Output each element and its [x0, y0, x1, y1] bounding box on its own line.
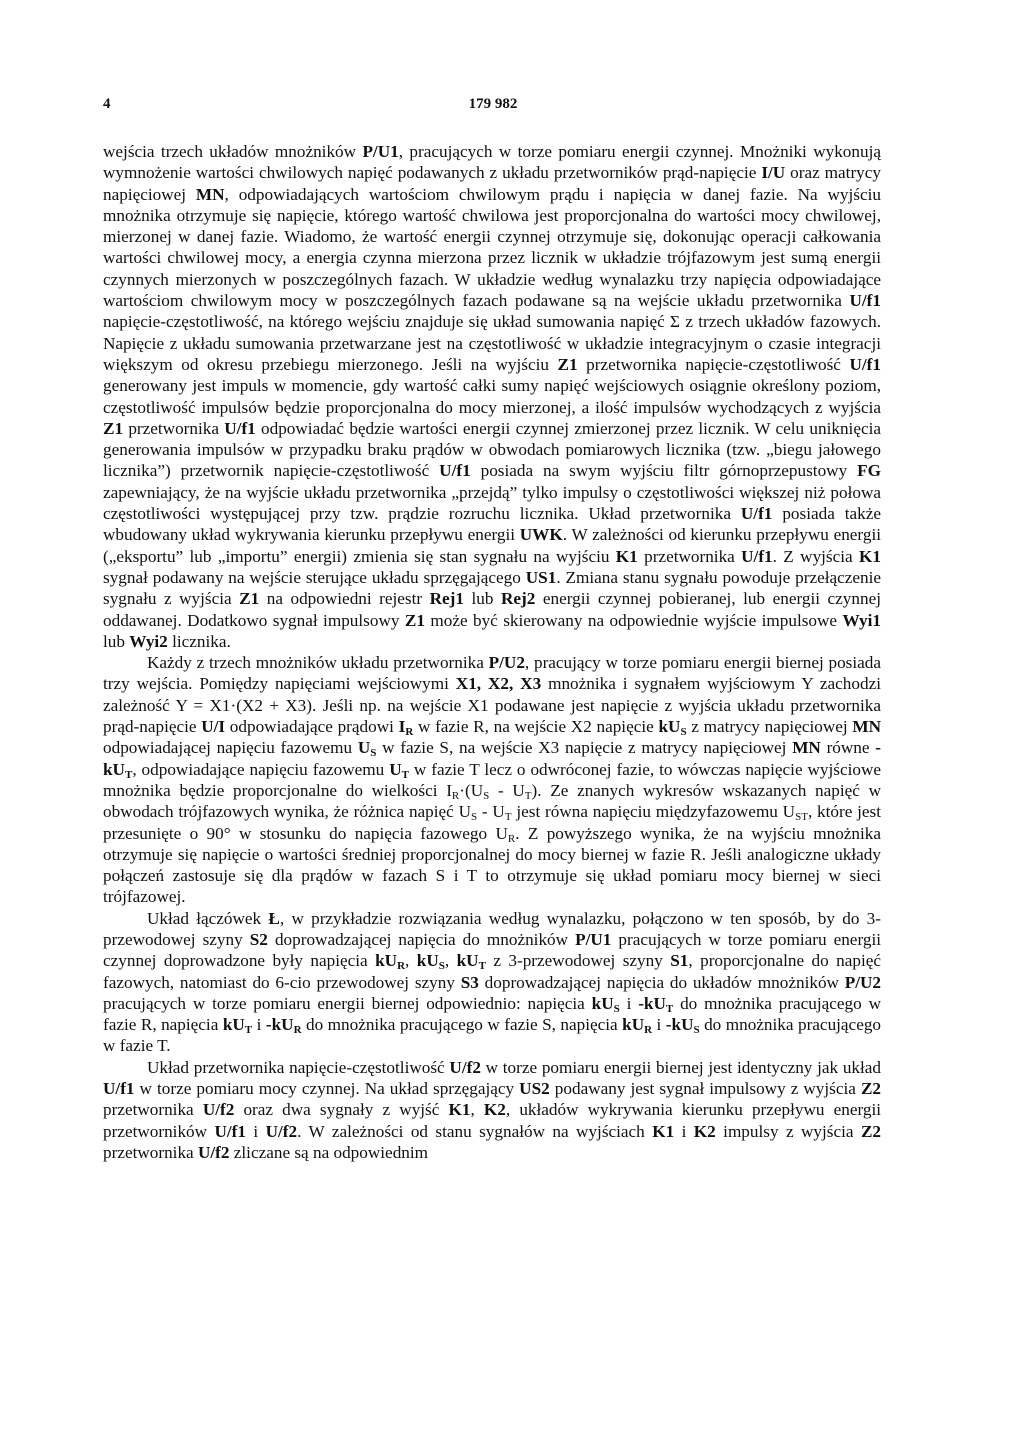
bold-term: U [389, 759, 402, 779]
text-run: Każdy z trzech mnożników układu przetwornika [147, 653, 489, 673]
bold-term: U/f2 [202, 1100, 235, 1120]
bold-term: Rej2 [501, 589, 536, 609]
text-run: energii czynnej pobieranej, lub energii czynnej oddawanej. Dodatkowo sygnał impulsowy [103, 589, 881, 630]
text-run: ). Ze znanych wykresów wskazanych napięć w obwodach trójfazowych wynika, że różnica napięć U [103, 780, 881, 822]
text-run: równe [820, 738, 876, 758]
subscript-text: ST [795, 811, 808, 824]
text-run: w torze pomiaru energii biernej jest identyczny jak układ [480, 1057, 882, 1077]
bold-term: Wyi2 [129, 631, 168, 651]
text-run: do mnożnika pracującego w fazie T. [103, 1015, 882, 1056]
body-text [103, 141, 881, 1163]
subscript-text: T [401, 768, 409, 781]
page-header [103, 96, 883, 120]
subscript-text: S [613, 1002, 620, 1015]
text-run: pracujących w torze pomiaru energii czynnej doprowadzone były napięcia [103, 929, 881, 971]
text-run: . Z wyjścia [772, 546, 860, 566]
text-run: - U [477, 802, 505, 822]
text-run: przetwornika [103, 1100, 203, 1120]
text-run: oraz dwa sygnały z wyjść [234, 1100, 449, 1120]
bold-term: Z1 [404, 610, 425, 630]
bold-term: -kU [665, 1015, 694, 1035]
bold-term: K2 [483, 1100, 506, 1120]
text-run: , pracujących w torze pomiaru energii czynnej. Mnożniki wykonują wymnożenie wartości chwilowych napięć podawanych z układu przetworników prąd-napięcie [103, 142, 881, 183]
page-number: 4 [103, 96, 111, 112]
bold-term: P/U2 [844, 972, 881, 992]
bold-term: kU [222, 1015, 245, 1035]
document-number: 179 982 [468, 96, 518, 112]
subscript-text: R [405, 726, 414, 739]
paragraph [103, 1057, 881, 1163]
text-run: posiada na swym wyjściu filtr górnoprzepustowy [470, 461, 858, 481]
bold-term: -kU [265, 1015, 294, 1035]
text-run: i [619, 993, 639, 1013]
bold-term: US2 [519, 1079, 550, 1099]
bold-term: Ł [268, 908, 280, 928]
bold-term: P/U1 [362, 142, 399, 161]
text-run: , [405, 951, 417, 971]
subscript-text: T [524, 789, 532, 802]
bold-term: -kU [103, 738, 882, 779]
bold-term: U [357, 738, 371, 758]
bold-term: MN [792, 738, 821, 758]
text-run: w torze pomiaru mocy czynnej. Na układ sprzęgający [134, 1079, 520, 1099]
text-run: z 3-przewodowej szyny [485, 951, 671, 971]
text-run: napięcie-częstotliwość, na którego wejściu znajduje się układ sumowania napięć Σ z trzech układów fazowych. Napięcie z układu sumowania przetwarzane jest na częstotliwość w układzie integracyjnym o czasie integracji większym od okresu przebiegu mierzonego. Jeśli na wyjściu [103, 312, 881, 374]
bold-term: Z2 [860, 1121, 881, 1141]
text-run: doprowadzającej napięcia do układów mnożników [478, 972, 845, 992]
bold-term: kU [416, 951, 439, 971]
text-run: Układ przetwornika napięcie-częstotliwość [147, 1057, 450, 1077]
bold-term: kU [375, 951, 398, 971]
text-run: przetwornika [103, 1142, 198, 1162]
bold-term: K1 [615, 546, 638, 566]
subscript-text: S [438, 960, 445, 973]
text-run: . Z powyższego wynika, że na wyjściu mnożnika otrzymuje się napięcie o wartości średniej proporcjonalnej do mocy biernej w fazie R. Jeśli analogiczne układy połączeń zastosuje się dla prądów w fazach S i T to otrzymuje się układ pomiaru mocy biernej w sieci trójfazowej. [103, 823, 882, 907]
subscript-text: R [293, 1024, 302, 1037]
text-run: mnożnika i sygnałem wyjściowym Y zachodzi zależność Y = X1·(X2 + X3). Jeśli np. na wejście X1 podawane jest napięcie z wyjścia układu przetwornika prąd-napięcie [103, 674, 881, 737]
bold-term: S3 [460, 972, 479, 992]
text-run: Układ łączówek [147, 908, 269, 928]
text-run: podawany jest sygnał impulsowy z wyjścia [549, 1079, 861, 1099]
paragraph [103, 141, 881, 652]
bold-term: U/f2 [265, 1121, 298, 1141]
text-run: przetwornika [637, 546, 742, 566]
text-run: . W zależności od kierunku przepływu energii („eksportu” lub „importu” energii) zmienia się stan sygnału na wyjściu [103, 525, 881, 566]
text-run: , odpowiadających wartościom chwilowym prądu i napięcia w danej fazie. Na wyjściu mnożnika otrzymuje się napięcie, którego wartość chwilowa jest proporcjonalna do wartości mocy chwilowej, mierzonej w danej fazie. Wiadomo, że wartość energii czynnej otrzymuje się, dokonując operacji całkowania wartości chwilowej mocy, a energia czynna mierzona przez licznik w układzie trójfazowym jest sumą energii czynnych mierzonych w poszczególnych fazach. W układzie według wynalazku trzy napięcia odpowiadające wartościom chwilowym mocy w poszczególnych fazach podawane są na wejście układu przetwornika [103, 184, 881, 311]
text-run: . Zmiana stanu sygnału powoduje przełączenie sygnału z wyjścia [103, 567, 881, 609]
bold-term: Z2 [860, 1079, 881, 1099]
text-run: oraz matrycy napięciowej [103, 163, 881, 204]
text-run: odpowiadającej napięciu fazowemu [103, 738, 358, 758]
bold-term: U/f2 [197, 1142, 230, 1162]
bold-term: P/U2 [488, 653, 525, 673]
text-run: lub [103, 631, 130, 651]
text-run: . W zależności od stanu sygnałów na wyjściach [297, 1121, 653, 1141]
subscript-text: R [397, 960, 406, 973]
text-run: przetwornika [123, 418, 225, 438]
text-run: z matrycy napięciowej [686, 717, 853, 737]
text-run: generowany jest impuls w momencie, gdy wartość całki sumy napięć wejściowych osiągnie określony poziom, częstotliwość impulsów będzie proporcjonalna do mocy mierzonej, a ilość impulsów wychodzących z wyjścia [103, 376, 881, 417]
subscript-text: T [478, 960, 486, 973]
text-run: w fazie S, na wejście X3 napięcie z matrycy napięciowej [376, 738, 793, 758]
bold-term: kU [658, 717, 681, 737]
bold-term: S1 [670, 951, 689, 971]
text-run: w fazie R, na wejście X2 napięcie [413, 717, 659, 737]
paragraph [103, 652, 881, 908]
text-run: może być skierowany na odpowiednie wyjście impulsowe [424, 610, 843, 630]
bold-term: U/f2 [449, 1057, 481, 1077]
bold-term: X1, X2, X3 [455, 674, 542, 694]
bold-term: S2 [249, 929, 268, 949]
text-run: posiada także wbudowany układ wykrywania kierunku przepływu energii [103, 504, 881, 545]
bold-term: kU [591, 993, 614, 1013]
bold-term: Z1 [239, 589, 260, 609]
text-run: , układów wykrywania kierunku przepływu energii przetworników [103, 1100, 882, 1141]
text-run: zliczane są na odpowiednim [229, 1142, 429, 1162]
bold-term: I/U [761, 163, 786, 183]
text-run: odpowiadać będzie wartości energii czynnej zmierzonej przez licznik. W celu uniknięcia generowania impulsów w przypadku braku prądów w obwodach pomiarowych licznika (tzw. „biegu jałowego licznika”) przetwornik napięcie-częstotliwość [103, 418, 881, 481]
bold-term: FG [857, 461, 881, 481]
text-run: , proporcjonalne do napięć fazowych, natomiast do 6-cio przewodowej szyny [103, 951, 882, 992]
subscript-text: S [471, 811, 478, 824]
bold-term: UWK [519, 525, 563, 545]
text-run: , które jest przesunięte o 90° w stosunku do napięcia fazowego U [103, 802, 881, 843]
subscript-text: S [370, 747, 377, 760]
text-run: i [652, 1015, 666, 1035]
subscript-text: T [665, 1002, 674, 1015]
bold-term: kU [622, 1015, 645, 1035]
subscript-text: S [680, 726, 687, 739]
bold-term: U/f1 [439, 461, 471, 481]
text-run: impulsy z wyjścia [715, 1121, 861, 1141]
text-run: do mnożnika pracującego w fazie S, napięcia [301, 1015, 623, 1035]
text-run: licznika. [167, 631, 231, 651]
bold-term: P/U1 [575, 929, 612, 949]
bold-term: -kU [638, 993, 666, 1013]
subscript-text: S [483, 789, 490, 802]
text-run: i [245, 1121, 266, 1141]
text-run: odpowiadające prądowi [225, 717, 399, 737]
subscript-text: R [451, 789, 460, 802]
paragraph [103, 908, 881, 1057]
bold-term: U/f1 [214, 1121, 246, 1141]
text-run: , [470, 1100, 484, 1120]
text-run: - U [489, 780, 525, 800]
bold-term: U/f1 [740, 504, 773, 524]
subscript-text: T [124, 768, 133, 781]
text-run: doprowadzającej napięcia do mnożników [267, 929, 576, 949]
bold-term: Z1 [557, 354, 578, 374]
text-run: zapewniający, że na wyjście układu przetwornika „przejdą” tylko impulsy o częstotliwości większej niż połowa częstotliwości występującej przy tzw. prądzie rozruchu licznika. Układ przetwornika [103, 482, 881, 524]
bold-term: K1 [448, 1100, 471, 1120]
bold-term: I [398, 717, 406, 737]
text-run: w fazie T lecz o odwróconej fazie, to wówczas napięcie wyjściowe mnożnika będzie proporcjonalne do wielkości I [103, 759, 882, 800]
bold-term: U/I [201, 717, 226, 737]
bold-term: kU [456, 951, 479, 971]
text-run: jest równa napięciu międzyfazowemu U [511, 802, 796, 822]
bold-term: K1 [859, 546, 881, 566]
bold-term: U/f1 [103, 1079, 135, 1099]
bold-term: K2 [693, 1121, 716, 1141]
subscript-text: R [644, 1024, 653, 1037]
text-run: , [444, 951, 457, 971]
text-run: pracujących w torze pomiaru energii biernej odpowiednio: napięcia [103, 993, 592, 1013]
bold-term: US1 [525, 567, 557, 587]
bold-term: U/f1 [224, 418, 256, 438]
text-run: ·(U [459, 780, 484, 800]
bold-term: K1 [652, 1121, 675, 1141]
text-run: i [252, 1015, 266, 1035]
text-run: lub [464, 589, 502, 609]
text-run: i [674, 1121, 694, 1141]
text-run: na odpowiedni rejestr [259, 589, 430, 609]
bold-term: MN [852, 717, 881, 737]
text-run: , pracujący w torze pomiaru energii biernej posiada trzy wejścia. Pomiędzy napięciami wejściowymi [103, 653, 881, 694]
bold-term: U/f1 [849, 354, 881, 374]
bold-term: U/f1 [849, 291, 881, 311]
subscript-text: T [504, 811, 512, 824]
text-run: przetwornika napięcie-częstotliwość [577, 354, 850, 374]
bold-term: MN [195, 184, 225, 204]
bold-term: Wyi1 [842, 610, 881, 630]
subscript-text: S [693, 1024, 700, 1037]
subscript-text: R [507, 832, 516, 845]
text-run: wejścia trzech układów mnożników [103, 142, 363, 161]
subscript-text: T [244, 1024, 253, 1037]
text-run: , odpowiadające napięciu fazowemu [132, 759, 390, 779]
text-run: , w przykładzie rozwiązania według wynalazku, połączono w ten sposób, by do 3-przewodowej szyny [103, 908, 881, 949]
bold-term: Rej1 [429, 589, 464, 609]
text-run: sygnał podawany na wejście sterujące układu sprzęgającego [103, 567, 526, 587]
text-run: do mnożnika pracującego w fazie R, napięcia [103, 993, 881, 1035]
bold-term: U/f1 [741, 546, 773, 566]
bold-term: Z1 [103, 418, 124, 438]
